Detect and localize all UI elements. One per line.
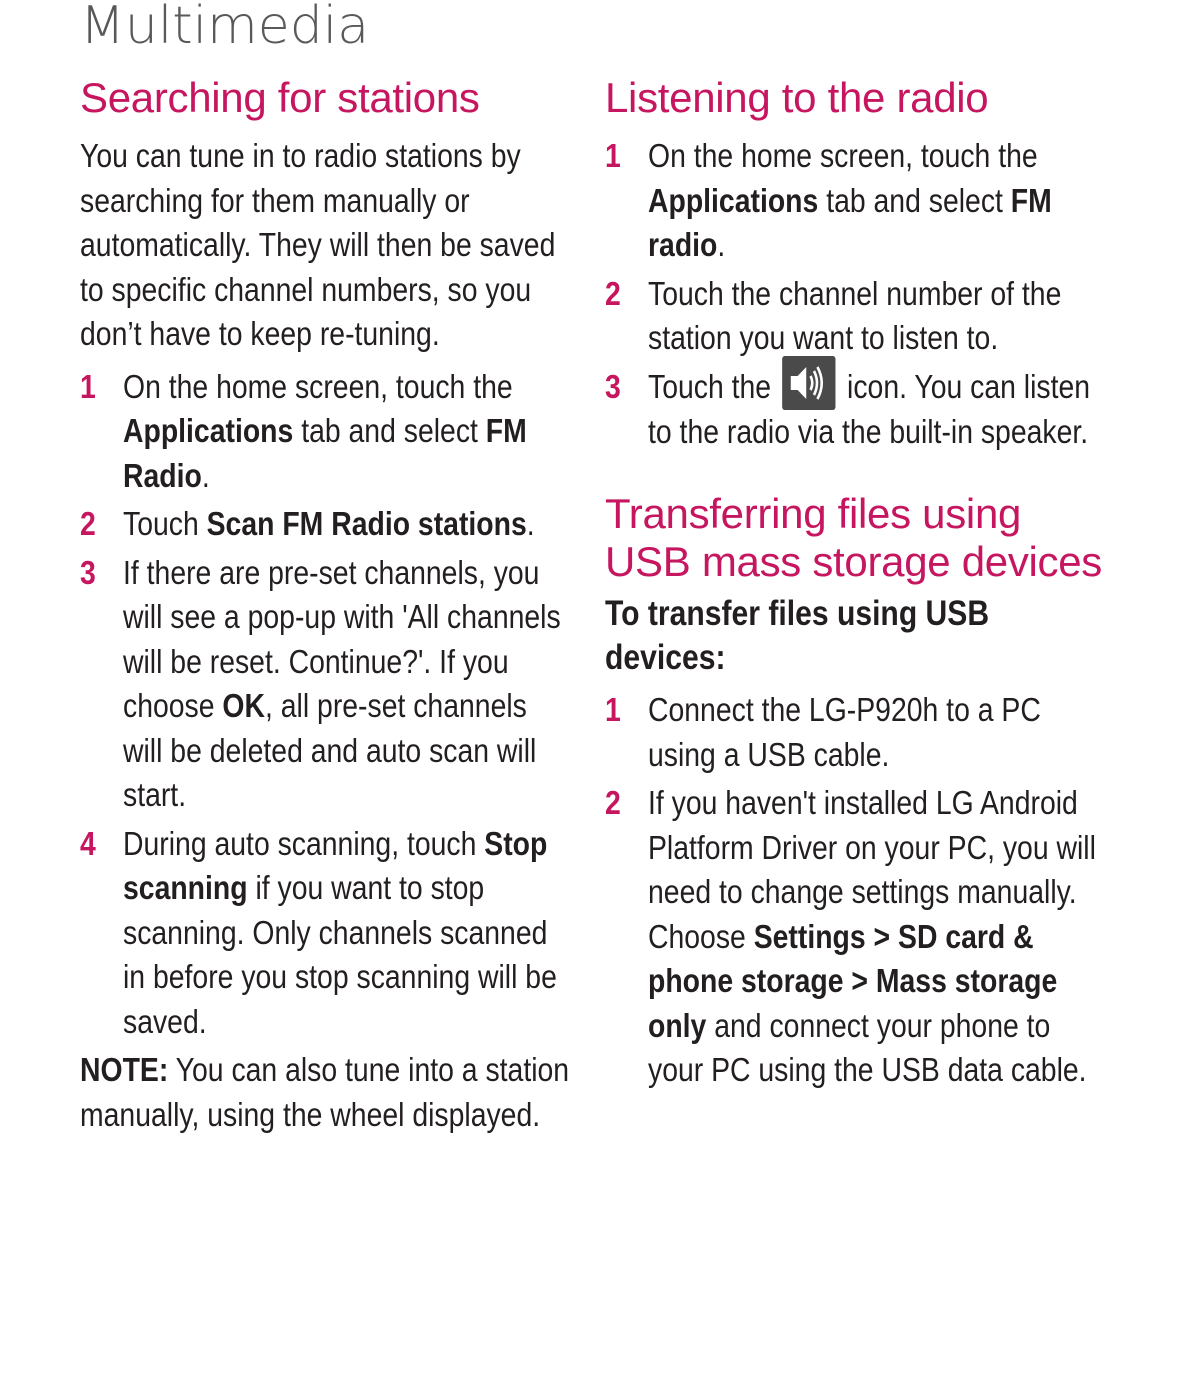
step-bold: FM radio	[648, 181, 1052, 263]
step-bold: Stop scanning	[123, 824, 548, 906]
right-column	[605, 74, 1105, 1097]
step-text: If there are pre-set channels, you will see a pop-up with 'All channels will be reset. Continue?'. If you choose	[123, 553, 561, 724]
note-paragraph	[80, 1048, 572, 1137]
usb-steps	[605, 688, 1105, 1093]
list-item	[605, 272, 1105, 361]
note-label: NOTE:	[80, 1051, 169, 1088]
step-bold: Settings > SD card & phone storage > Mass storage only	[648, 917, 1058, 1044]
step-bold: FM Radio	[123, 412, 527, 494]
step-text: .	[201, 456, 210, 494]
step-bold: Applications	[648, 181, 819, 219]
list-item	[80, 822, 572, 1045]
list-item	[605, 781, 1105, 1093]
step-bold: Applications	[123, 412, 294, 449]
step-text: tab and select	[293, 412, 486, 449]
step-bold: OK	[222, 687, 265, 724]
list-item	[605, 688, 1105, 777]
list-item	[605, 365, 1105, 455]
step-text: and connect your phone to your PC using the USB data cable.	[648, 1006, 1087, 1089]
step-text: Touch the channel number of the station you want to listen to.	[648, 274, 1062, 356]
step-number: 1	[605, 691, 621, 729]
step-bold: Scan FM Radio stations	[206, 505, 527, 542]
step-number: 3	[80, 553, 96, 591]
list-item	[80, 365, 572, 499]
section-title-searching: Searching for stations	[80, 74, 480, 121]
step-number: 2	[605, 274, 621, 312]
step-number: 3	[605, 367, 621, 405]
step-text: if you want to stop scanning. Only channels scanned in before you stop scanning will be saved.	[123, 869, 557, 1040]
step-number: 1	[605, 137, 621, 174]
search-steps	[80, 365, 572, 1045]
list-item	[605, 134, 1105, 268]
step-text: During auto scanning, touch	[123, 824, 485, 862]
step-text: icon. You can listen to the radio via the built-in speaker.	[648, 367, 1091, 450]
step-number: 2	[605, 784, 621, 822]
note-text: You can also tune into a station manually, using the wheel displayed.	[80, 1051, 570, 1133]
step-text: .	[526, 505, 535, 542]
step-text: Touch the	[648, 367, 779, 405]
step-text: Touch	[123, 505, 207, 542]
step-number: 2	[80, 505, 96, 542]
step-text: If you haven't installed LG Android Platform Driver on your PC, you will need to change settings manually. Choose	[648, 784, 1096, 955]
listen-steps	[605, 134, 1105, 454]
left-column	[80, 74, 572, 1137]
subheading: To transfer files using USB devices:	[605, 594, 990, 678]
step-text: tab and select	[818, 181, 1011, 219]
step-text: .	[717, 226, 726, 263]
step-number: 1	[80, 367, 96, 405]
speaker-icon	[782, 356, 835, 410]
step-number: 4	[80, 824, 96, 862]
step-text: On the home screen, touch the	[648, 137, 1038, 174]
intro-paragraph: You can tune in to radio stations by searching for them manually or automatically. They will then be saved to specific channel numbers, so you don’t have to keep re-tuning.	[80, 137, 556, 352]
step-text: , all pre-set channels will be deleted and auto scan will start.	[123, 687, 537, 813]
section-title-listening: Listening to the radio	[605, 74, 989, 121]
list-item	[80, 502, 572, 547]
list-item	[80, 551, 572, 818]
page-header: Multimedia	[80, 0, 370, 56]
step-text: On the home screen, touch the	[123, 367, 513, 405]
section-title-transferring: Transferring files using USB mass storage devices	[605, 490, 1103, 586]
step-text: Connect the LG-P920h to a PC using a USB cable.	[648, 691, 1041, 773]
